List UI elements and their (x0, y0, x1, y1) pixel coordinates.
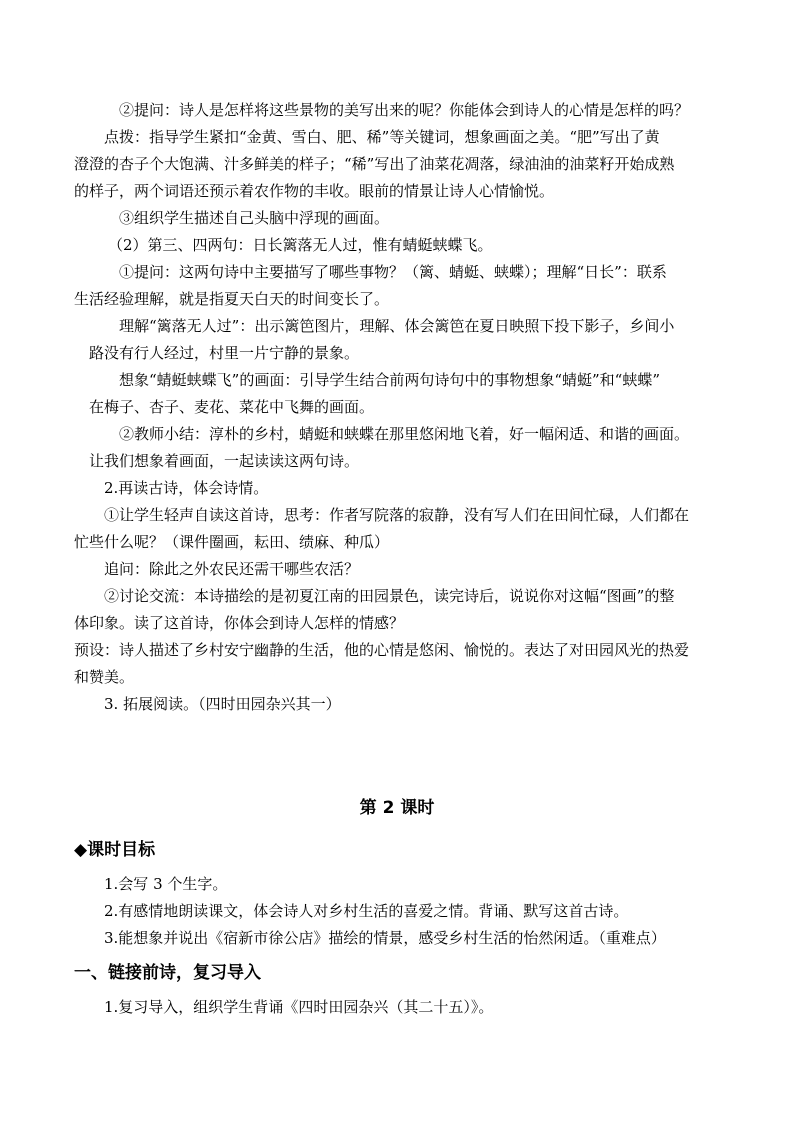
section-heading-goals: ◆课时目标 (74, 840, 156, 860)
text-line: 追问：除此之外农民还需干哪些农活？ (104, 560, 360, 578)
text-line: ③组织学生描述自己头脑中浮现的画面。 (119, 209, 390, 227)
text-line: ②提问：诗人是怎样将这些景物的美写出来的呢？你能体会到诗人的心情是怎样的吗？ (119, 101, 690, 119)
section-heading-part-one: 一、链接前诗，复习导入 (74, 963, 261, 983)
goal-item: 2.有感情地朗读课文，体会诗人对乡村生活的喜爱之情。背诵、默写这首古诗。 (104, 902, 629, 920)
text-line: 体印象。读了这首诗，你体会到诗人怎样的情感？ (74, 614, 405, 632)
text-line: 澄澄的杏子个大饱满、汁多鲜美的样子；“稀”写出了油菜花凋落，绿油油的油菜籽开始成熟 (74, 155, 675, 173)
text-line: 在梅子、杏子、麦花、菜花中飞舞的画面。 (89, 398, 375, 416)
text-line: 想象“蜻蜓蛱蝶飞”的画面：引导学生结合前两句诗句中的事物想象“蜻蜓”和“蛱蝶” (119, 371, 661, 389)
text-line: ①提问：这两句诗中主要描写了哪些事物？（篱、蜻蜓、蛱蝶）；理解“日长”：联系 (119, 263, 667, 281)
goal-item: 1.会写 3 个生字。 (104, 875, 228, 893)
text-line: 预设：诗人描述了乡村安宁幽静的生活，他的心情是悠闲、愉悦的。表达了对田园风光的热爱 (74, 641, 690, 659)
text-line: （2）第三、四两句：日长篱落无人过，惟有蜻蜓蛱蝶飞。 (108, 236, 493, 254)
text-line: 点拨：指导学生紧扣“金黄、雪白、肥、稀”等关键词，想象画面之美。“肥”写出了黄 (104, 128, 660, 146)
text-line: 路没有行人经过，村里一片宁静的景象。 (89, 344, 360, 362)
text-line: 2.再读古诗，体会诗情。 (104, 479, 269, 497)
text-line: 理解“篱落无人过”：出示篱笆图片，理解、体会篱笆在夏日映照下投下影子，乡间小 (119, 317, 675, 335)
text-line: 让我们想象着画面，一起读读这两句诗。 (89, 452, 360, 470)
text-line: 生活经验理解，就是指夏天白天的时间变长了。 (74, 290, 390, 308)
text-line: 3. 拓展阅读。（四时田园杂兴其一） (104, 695, 341, 713)
text-line: 1.复习导入，组织学生背诵《四时田园杂兴（其二十五）》。 (104, 998, 494, 1016)
text-line: ②讨论交流：本诗描绘的是初夏江南的田园景色，读完诗后，说说你对这幅“图画”的整 (104, 587, 675, 605)
goal-item: 3.能想象并说出《宿新市徐公店》描绘的情景，感受乡村生活的怡然闲适。（重难点） (104, 929, 666, 947)
lesson-title: 第 2 课时 (359, 798, 435, 818)
text-line: 的样子，两个词语还预示着农作物的丰收。眼前的情景让诗人心情愉悦。 (74, 182, 555, 200)
text-line: ②教师小结：淳朴的乡村，蜻蜓和蛱蝶在那里悠闲地飞着，好一幅闲适、和谐的画面。 (119, 425, 690, 443)
text-line: 忙些什么呢？（课件圈画，耘田、绩麻、种瓜） (74, 533, 390, 551)
text-line: ①让学生轻声自读这首诗，思考：作者写院落的寂静，没有写人们在田间忙碌，人们都在 (104, 506, 690, 524)
text-line: 和赞美。 (74, 668, 135, 686)
